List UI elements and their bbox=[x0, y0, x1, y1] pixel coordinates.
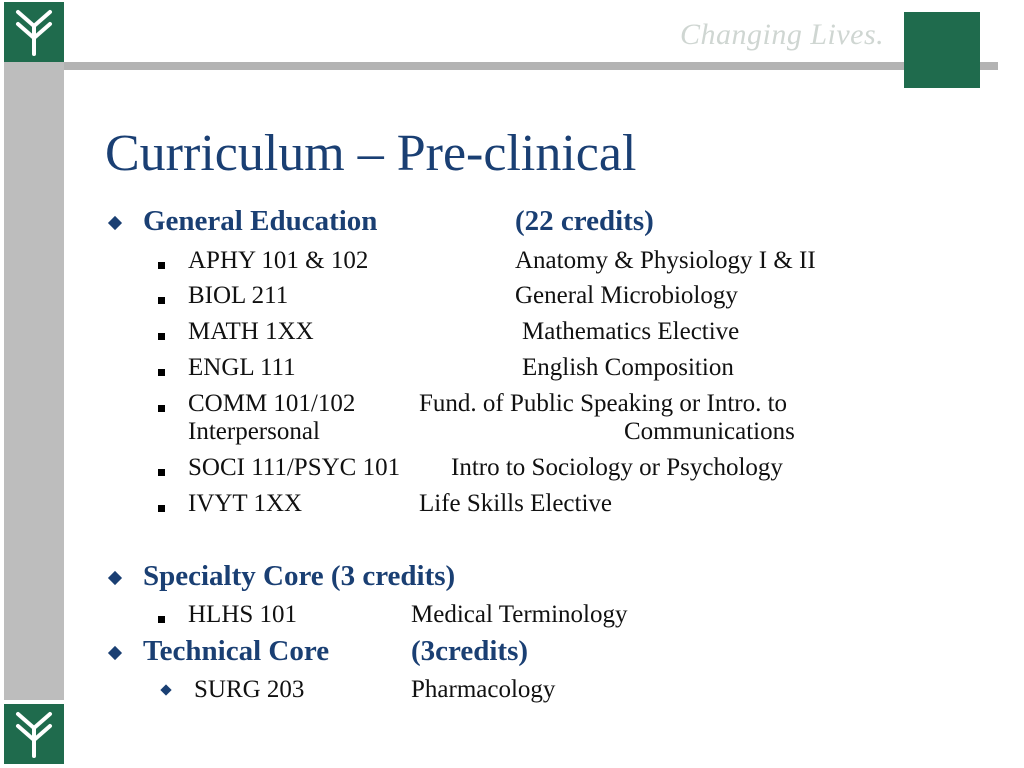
course-code: MATH 1XX bbox=[188, 318, 314, 345]
course-name: Mathematics Elective bbox=[522, 318, 740, 345]
course-code: SOCI 111/PSYC 101 bbox=[188, 454, 401, 481]
square-bullet-icon bbox=[158, 505, 165, 512]
course-name: English Composition bbox=[522, 354, 734, 381]
course-name: Pharmacology bbox=[411, 676, 556, 703]
course-name: Intro to Sociology or Psychology bbox=[451, 454, 783, 481]
course-code: BIOL 211 bbox=[188, 282, 289, 309]
section-heading-general-education: General Education bbox=[143, 205, 378, 237]
section-credits-technical-core: (3credits) bbox=[411, 635, 529, 667]
square-bullet-icon bbox=[158, 297, 165, 304]
left-sidebar-bar bbox=[4, 60, 64, 700]
square-bullet-icon bbox=[158, 262, 165, 269]
square-bullet-icon bbox=[158, 405, 165, 412]
course-code: APHY 101 & 102 bbox=[188, 247, 369, 274]
section-heading-technical-core: Technical Core bbox=[143, 635, 330, 667]
course-name: Fund. of Public Speaking or Intro. to bbox=[419, 390, 788, 417]
diamond-bullet-icon bbox=[160, 684, 171, 695]
course-name: Life Skills Elective bbox=[419, 490, 613, 517]
square-bullet-icon bbox=[158, 369, 165, 376]
tagline: Changing Lives. bbox=[680, 18, 885, 51]
course-name: Medical Terminology bbox=[411, 601, 628, 628]
course-name: General Microbiology bbox=[515, 282, 738, 309]
diamond-bullet-icon bbox=[108, 646, 122, 660]
diamond-bullet-icon bbox=[108, 216, 122, 230]
course-code: COMM 101/102 bbox=[188, 390, 356, 417]
course-name-continued: Communications bbox=[624, 418, 795, 445]
course-code: IVYT 1XX bbox=[188, 490, 303, 517]
course-code: HLHS 101 bbox=[188, 601, 298, 628]
course-code-continued: Interpersonal bbox=[188, 418, 320, 445]
ivy-leaf-logo-icon bbox=[4, 2, 64, 62]
section-credits-general-education: (22 credits) bbox=[515, 205, 654, 237]
course-name: Anatomy & Physiology I & II bbox=[515, 247, 816, 274]
course-code: SURG 203 bbox=[194, 676, 305, 703]
header-divider bbox=[64, 62, 998, 70]
page-title: Curriculum – Pre-clinical bbox=[105, 125, 637, 182]
square-bullet-icon bbox=[158, 333, 165, 340]
ivy-leaf-logo-icon bbox=[4, 704, 64, 764]
square-bullet-icon bbox=[158, 616, 165, 623]
course-code: ENGL 111 bbox=[188, 354, 296, 381]
square-bullet-icon bbox=[158, 469, 165, 476]
brand-corner-block bbox=[904, 12, 980, 88]
diamond-bullet-icon bbox=[108, 571, 122, 585]
section-heading-specialty-core: Specialty Core (3 credits) bbox=[143, 560, 456, 592]
